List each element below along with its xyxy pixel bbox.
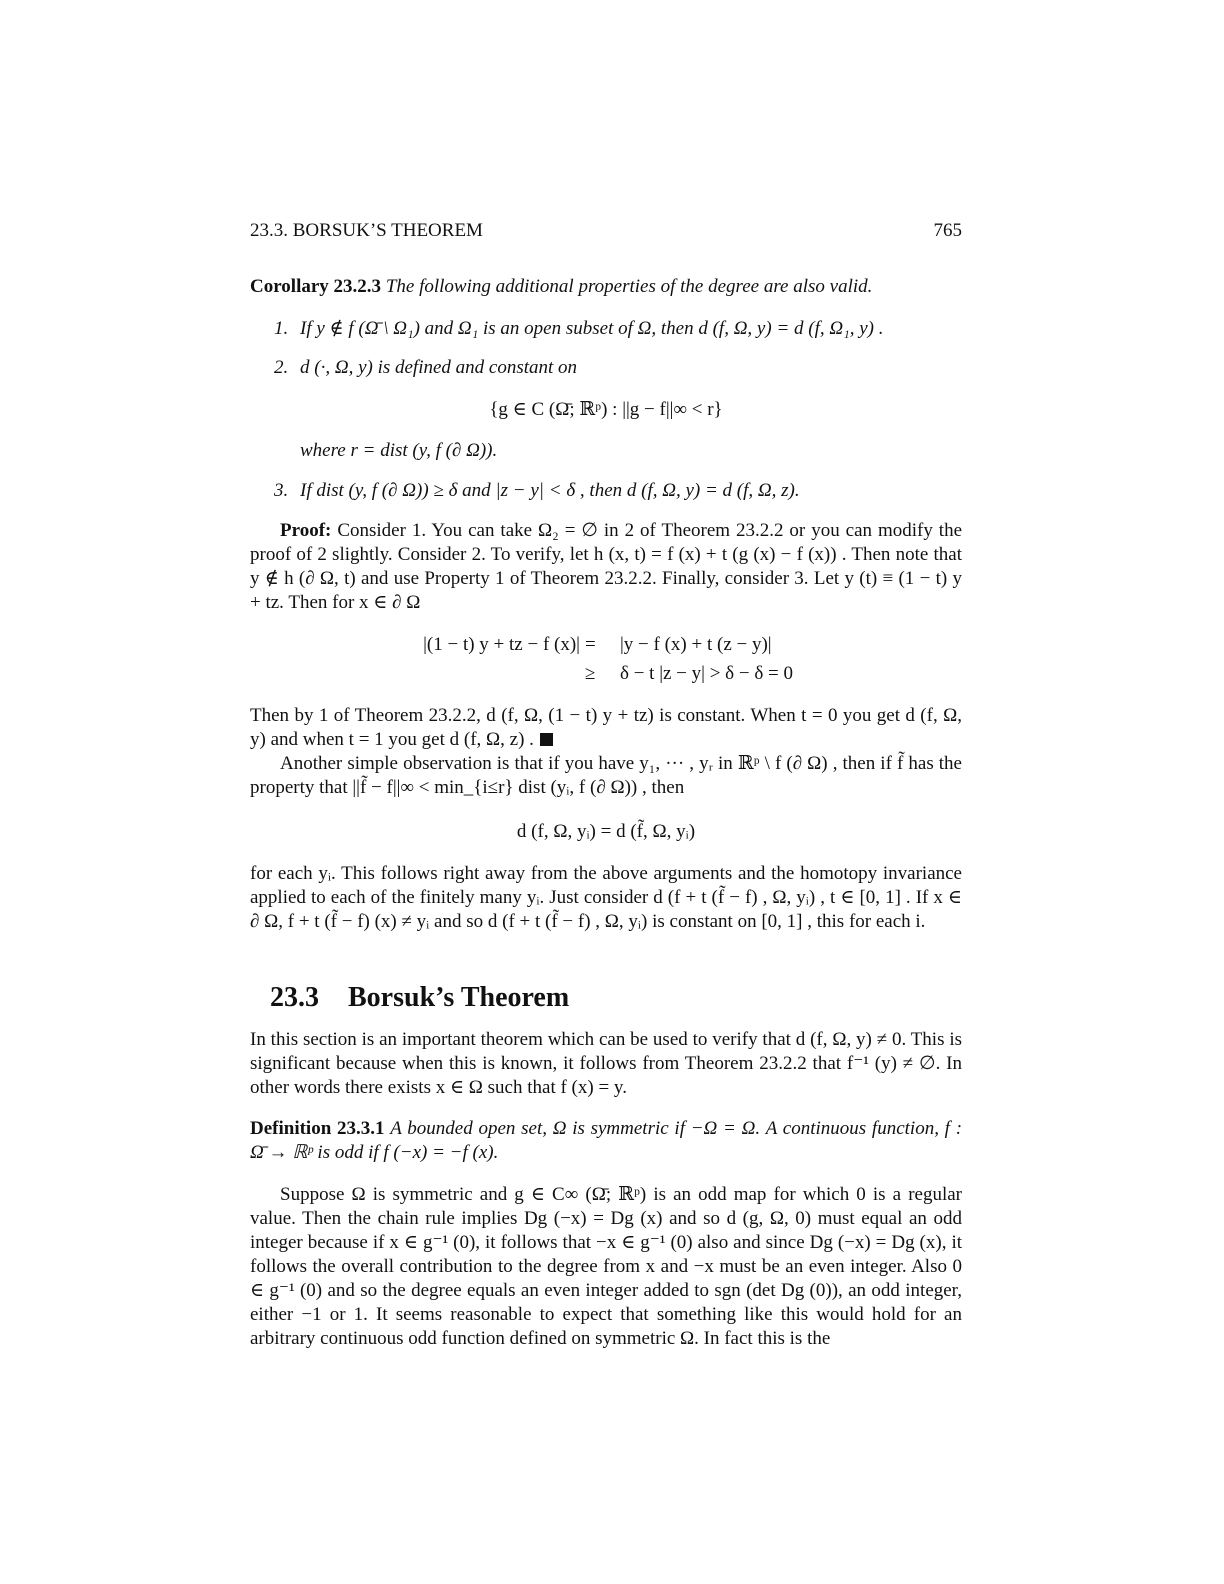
corollary-statement — [250, 275, 962, 299]
observation-display-equation: d (f, Ω, yᵢ) = d (f̃, Ω, yᵢ) — [516, 821, 696, 842]
definition — [250, 1117, 962, 1165]
observation-paragraph: Another simple observation is that if you have y₁, ··· , yᵣ in ℝᵖ \ f (∂ Ω) , then if f̃ has the property that ||f̃ − f||∞ < min_{i≤r} dist (yᵢ, f (∂ Ω)) , then — [250, 753, 962, 798]
corollary-label: Corollary 23.2.3 — [250, 276, 382, 297]
eq-line2-rel: ≥ — [585, 663, 596, 684]
proof-conclusion: Then by 1 of Theorem 23.2.2, d (f, Ω, (1 − t) y + tz) is constant. When t = 0 you get d (f, Ω, y) and when t = 1 you get d (f, Ω, z) . — [250, 705, 962, 750]
qed-square-icon — [540, 733, 553, 746]
eq-line2-right: δ − t |z − y| > δ − δ = 0 — [620, 663, 794, 684]
eq-line1-rel: = — [585, 634, 596, 655]
corollary-item-1: 1. If y ∉ f (Ω̄ \ Ω₁) and Ω₁ is an open subset of Ω, then d (f, Ω, y) = d (f, Ω₁, y) . — [274, 318, 884, 339]
final-paragraph: Suppose Ω is symmetric and g ∈ C∞ (Ω̄; ℝᵖ) is an odd map for which 0 is a regular value. Then the chain rule implies Dg (−x) = Dg (x) and so d (g, Ω, 0) must equal an odd integer because if x ∈ g⁻¹ (0), it follows that −x ∈ g⁻¹ (0) also and since Dg (−x) = Dg (x), it follows the overall contribution to the degree from x and −x must be an even integer. Also 0 ∈ g⁻¹ (0) and so the degree equals an even integer added to sgn (det Dg (0)), an odd integer, either −1 or 1. It seems reasonable to expect that something like this would hold for an arbitrary continuous odd function defined on symmetric Ω. In fact this is the — [250, 1184, 962, 1349]
running-head-section: 23.3. BORSUK’S THEOREM — [250, 220, 483, 241]
running-head — [250, 220, 962, 242]
section-number: 23.3 — [270, 982, 319, 1013]
corollary-display-equation: {g ∈ C (Ω̄; ℝᵖ) : ||g − f||∞ < r} — [489, 399, 723, 420]
definition-label: Definition 23.3.1 — [250, 1118, 385, 1139]
section-title-text: Borsuk’s Theorem — [348, 982, 570, 1013]
corollary-item-2-where: where r = dist (y, f (∂ Ω)). — [300, 440, 498, 461]
section-heading — [270, 982, 569, 1014]
definition-text: A bounded open set, Ω is symmetric if −Ω = Ω. A continuous function, f : Ω̄ → ℝᵖ is odd if f (−x) = −f (x). — [250, 1118, 963, 1163]
proof-paragraph — [250, 519, 962, 615]
corollary-item-2: 2. d (·, Ω, y) is defined and constant on — [274, 357, 578, 378]
observation-continuation: for each yᵢ. This follows right away from the above arguments and the homotopy invariance applied to each of the finitely many yᵢ. Just consider d (f + t (f̃ − f) , Ω, yᵢ) , t ∈ [0, 1] . If x ∈ ∂ Ω, f + t (f̃ − f) (x) ≠ yᵢ and so d (f + t (f̃ − f) , Ω, yᵢ) is constant on [0, 1] , this for each i. — [250, 863, 962, 932]
proof-text: Consider 1. You can take Ω₂ = ∅ in 2 of Theorem 23.2.2 or you can modify the proof of 2 slightly. Consider 2. To verify, let h (x, t) = f (x) + t (g (x) − f (x)) . Then note that y ∉ h (∂ Ω, t) and use Property 1 of Theorem 23.2.2. Finally, consider 3. Let y (t) ≡ (1 − t) y + tz. Then for x ∈ ∂ Ω — [250, 520, 963, 613]
eq-line1-left: |(1 − t) y + tz − f (x)| — [423, 634, 580, 655]
corollary-item-3: 3. If dist (y, f (∂ Ω)) ≥ δ and |z − y| < δ , then d (f, Ω, y) = d (f, Ω, z). — [274, 480, 800, 501]
proof-label: Proof: — [280, 520, 332, 541]
page-number: 765 — [933, 220, 962, 241]
eq-line1-right: |y − f (x) + t (z − y)| — [620, 634, 772, 655]
section-intro: In this section is an important theorem which can be used to verify that d (f, Ω, y) ≠ 0. This is significant because when this is known, it follows from Theorem 23.2.2 that f⁻¹ (y) ≠ ∅. In other words there exists x ∈ Ω such that f (x) = y. — [250, 1029, 962, 1098]
corollary-text: The following additional properties of the degree are also valid. — [385, 276, 873, 297]
